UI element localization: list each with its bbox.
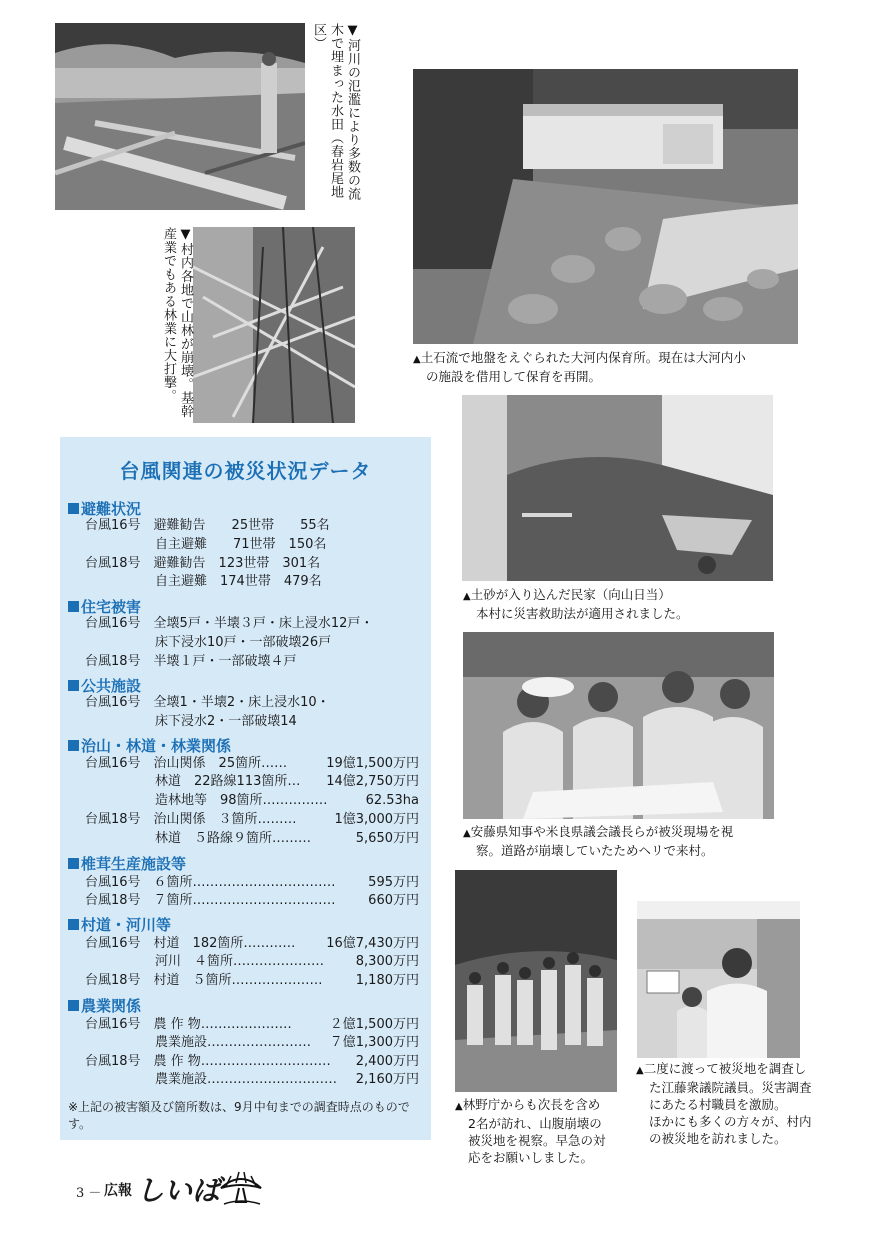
data-value: 8,300万円	[355, 954, 419, 969]
data-value: 2,400万円	[355, 1054, 419, 1069]
data-line: 台風16号 治山関係 25箇所……	[85, 756, 288, 771]
square-bullet-icon	[68, 601, 79, 612]
data-value: 5,650万円	[355, 831, 419, 846]
data-line: 台風16号 全壊5戸・半壊３戸・床上浸水12戸・	[85, 616, 374, 631]
data-value: 1,180万円	[355, 973, 419, 988]
photo-mud-house	[462, 395, 773, 581]
section-evacuation: 避難状況	[68, 498, 141, 519]
data-value: 2,160万円	[355, 1072, 419, 1087]
data-line: 林道 22路線113箇所…	[155, 774, 301, 789]
caption-forestry-agency: ▲林野庁からも次長を含め 2名が訪れ、山腹崩壊の 被災地を視察。早急の対 応をお願いしました。	[455, 1097, 606, 1165]
data-value: 19億1,500万円	[326, 756, 419, 771]
data-line: 台風16号 全壊1・半壊2・床上浸水10・	[85, 695, 330, 710]
section-roads-rivers: 村道・河川等	[68, 914, 171, 935]
square-bullet-icon	[68, 503, 79, 514]
data-value: 1億3,000万円	[334, 812, 419, 827]
data-line: 台風18号 ７箇所……………………………	[85, 893, 336, 908]
brand-prefix: 広報	[104, 1183, 132, 1199]
caption-collapsed-forest: ▼村内各地で山林が崩壊。基幹産業でもある林業に大打撃。	[161, 227, 193, 418]
data-line: 台風18号 治山関係 ３箇所………	[85, 812, 297, 827]
data-line: 農業施設…………………………	[155, 1072, 338, 1087]
data-line: 台風18号 半壊１戸・一部破壊４戸	[85, 654, 297, 669]
caption-flooded-paddy: ▼河川の氾濫により多数の流木で埋まった水田（春岩尾地区）	[311, 23, 360, 201]
data-value: 16億7,430万円	[326, 936, 419, 951]
square-bullet-icon	[68, 858, 79, 869]
square-bullet-icon	[68, 1000, 79, 1011]
section-forestry: 治山・林道・林業関係	[68, 735, 231, 756]
square-bullet-icon	[68, 919, 79, 930]
section-housing: 住宅被害	[68, 596, 141, 617]
photo-collapsed-forest	[193, 227, 355, 423]
page-number: 3 －	[76, 1186, 102, 1201]
data-line: 自主避難 71世帯 150名	[155, 537, 327, 552]
photo-forestry-agency	[455, 870, 617, 1092]
photo-governor-inspection	[463, 632, 774, 819]
data-line: 造林地等 98箇所……………	[155, 793, 328, 808]
data-value: ７億1,300万円	[329, 1035, 419, 1050]
databox-title: 台風関連の被災状況データ	[119, 459, 372, 483]
mushroom-logo-icon	[216, 1168, 266, 1208]
data-line: 台風16号 農 作 物…………………	[85, 1017, 292, 1032]
damage-data-box	[60, 437, 431, 1140]
data-line: 河川 ４箇所…………………	[155, 954, 325, 969]
data-value: 660万円	[368, 893, 419, 908]
data-line: 林道 ５路線９箇所………	[155, 831, 312, 846]
square-bullet-icon	[68, 680, 79, 691]
data-value: ２億1,500万円	[329, 1017, 419, 1032]
data-line: 台風16号 村道 182箇所…………	[85, 936, 296, 951]
section-agriculture: 農業関係	[68, 995, 141, 1016]
caption-nursery-school: ▲土石流で地盤をえぐられた大河内保育所。現在は大河内小 の施設を借用して保育を再開。	[413, 350, 746, 384]
data-line: 床下浸水10戸・一部破壊26戸	[155, 635, 332, 650]
data-line: 台風18号 避難勧告 123世帯 301名	[85, 556, 321, 571]
photo-flooded-paddy	[55, 23, 305, 210]
data-value: 14億2,750万円	[326, 774, 419, 789]
data-line: 台風16号 避難勧告 25世帯 55名	[85, 518, 330, 533]
caption-governor-inspection: ▲安藤県知事や米良県議会議長らが被災現場を視 察。道路が崩壊していたためヘリで来村。	[463, 824, 734, 858]
data-value: 62.53ha	[365, 793, 419, 808]
data-line: 台風16号 ６箇所……………………………	[85, 875, 336, 890]
data-line: 床下浸水2・一部破壊14	[155, 714, 297, 729]
square-bullet-icon	[68, 740, 79, 751]
caption-diet-member: ▲二度に渡って被災地を調査し た江藤衆議院議員。災害調査 にあたる村職員を激励。 ほかにも多くの方々が、村内 の被災地を訪れました。	[636, 1061, 812, 1146]
section-public-facilities: 公共施設	[68, 675, 141, 696]
data-line: 台風18号 村道 ５箇所…………………	[85, 973, 323, 988]
section-shiitake: 椎茸生産施設等	[68, 853, 186, 874]
databox-note: ※上記の被害額及び箇所数は、9月中旬までの調査時点のものです。	[68, 1100, 410, 1131]
photo-diet-member	[637, 901, 800, 1058]
caption-mud-house: ▲土砂が入り込んだ民家（向山日当） 本村に災害救助法が適用されました。	[463, 587, 689, 621]
brand-name: しいば	[136, 1174, 221, 1207]
data-line: 農業施設……………………	[155, 1035, 312, 1050]
data-value: 595万円	[368, 875, 419, 890]
data-line: 自主避難 174世帯 479名	[155, 574, 322, 589]
data-line: 台風18号 農 作 物…………………………	[85, 1054, 331, 1069]
photo-nursery-school	[413, 69, 798, 344]
